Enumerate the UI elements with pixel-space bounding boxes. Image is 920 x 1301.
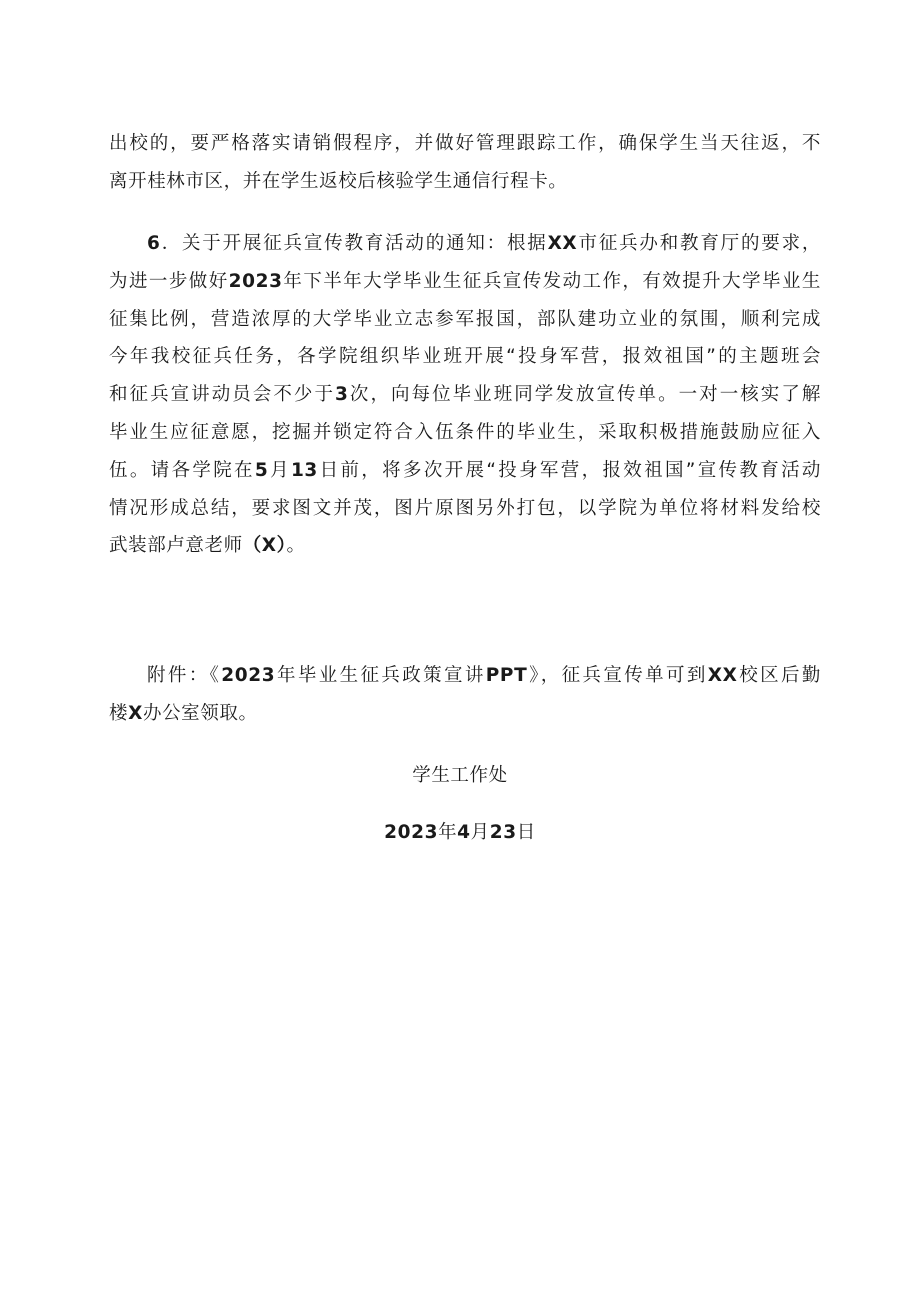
text-run: PPT (485, 665, 528, 686)
text-run: 校区后勤 (737, 665, 822, 686)
text-line: 今年我校征兵任务，各学院组织毕业班开展“投身军营，报效祖国”的主题班会 (109, 346, 821, 368)
text-run: 3 (334, 384, 349, 406)
text-line (109, 376, 821, 414)
text-run: 为进一步做好 (109, 270, 229, 292)
text-line: 情况形成总结，要求图文并茂，图片原图另外打包，以学院为单位将材料发给校 (109, 497, 821, 519)
issue-date (0, 814, 920, 852)
text-line (109, 657, 821, 695)
text-run: XX (547, 233, 578, 254)
text-line (109, 452, 821, 490)
text-run: 附件：《 (147, 665, 222, 686)
text-run: 办公室领取。 (142, 702, 258, 724)
paragraph-attachment (109, 657, 821, 733)
text-run: X (128, 702, 143, 724)
text-line: 毕业生应征意愿，挖掘并锁定符合入伍条件的毕业生，采取积极措施鼓励应征入 (109, 421, 821, 443)
text-line: 离开桂林市区，并在学生返校后核验学生通信行程卡。 (109, 170, 568, 192)
text-run: 次，向每位毕业班同学发放宣传单。一对一核实了解 (348, 384, 821, 406)
text-run: 。 (286, 535, 306, 557)
text-line (109, 527, 821, 565)
text-line (109, 695, 821, 733)
text-run: 2023 (228, 270, 283, 292)
issuing-office: 学生工作处 (412, 765, 508, 786)
text-run: 》，征兵宣传单可到 (527, 665, 708, 686)
text-run: 和征兵宣讲动员会不少于 (109, 384, 335, 406)
text-run: ．关于开展征兵宣传教育活动的通知：根据 (160, 233, 548, 254)
text-line: 征集比例，营造浓厚的大学毕业立志参军报国，部队建功立业的氛围，顺利完成 (109, 308, 821, 330)
text-run: 伍。请各学院在 (109, 459, 255, 481)
text-run: 市征兵办和教育厅的要求， (577, 233, 821, 254)
text-line: 出校的，要严格落实请销假程序，并做好管理跟踪工作，确保学生当天往返，不 (109, 133, 821, 154)
text-line (109, 225, 821, 263)
date-day: 23 (489, 822, 517, 843)
text-run: 月 (268, 459, 291, 481)
item-number: 6 (147, 233, 161, 254)
text-run: XX (707, 665, 738, 686)
text-run: 日前，将多次开展“投身军营，报效祖国”宣传教育活动 (317, 459, 822, 481)
text-run: 月 (470, 822, 490, 843)
paragraph-conscription-notice (109, 225, 821, 565)
text-run: 13 (290, 459, 318, 481)
text-line (109, 263, 821, 301)
text-run: 5 (254, 459, 269, 481)
text-run: 年下半年大学毕业生征兵宣传发动工作，有效提升大学毕业生 (282, 270, 821, 292)
text-run: 2023 (221, 665, 276, 686)
text-run: 日 (516, 822, 536, 843)
text-run: 年 (438, 822, 458, 843)
text-run: （X） (242, 535, 287, 557)
text-run: 年毕业生征兵政策宣讲 (275, 665, 486, 686)
text-run: 楼 (109, 702, 129, 724)
date-year: 2023 (384, 822, 439, 843)
text-run: 武装部卢意老师 (109, 535, 243, 557)
date-month: 4 (457, 822, 471, 843)
paragraph-leave-procedure (109, 125, 821, 201)
